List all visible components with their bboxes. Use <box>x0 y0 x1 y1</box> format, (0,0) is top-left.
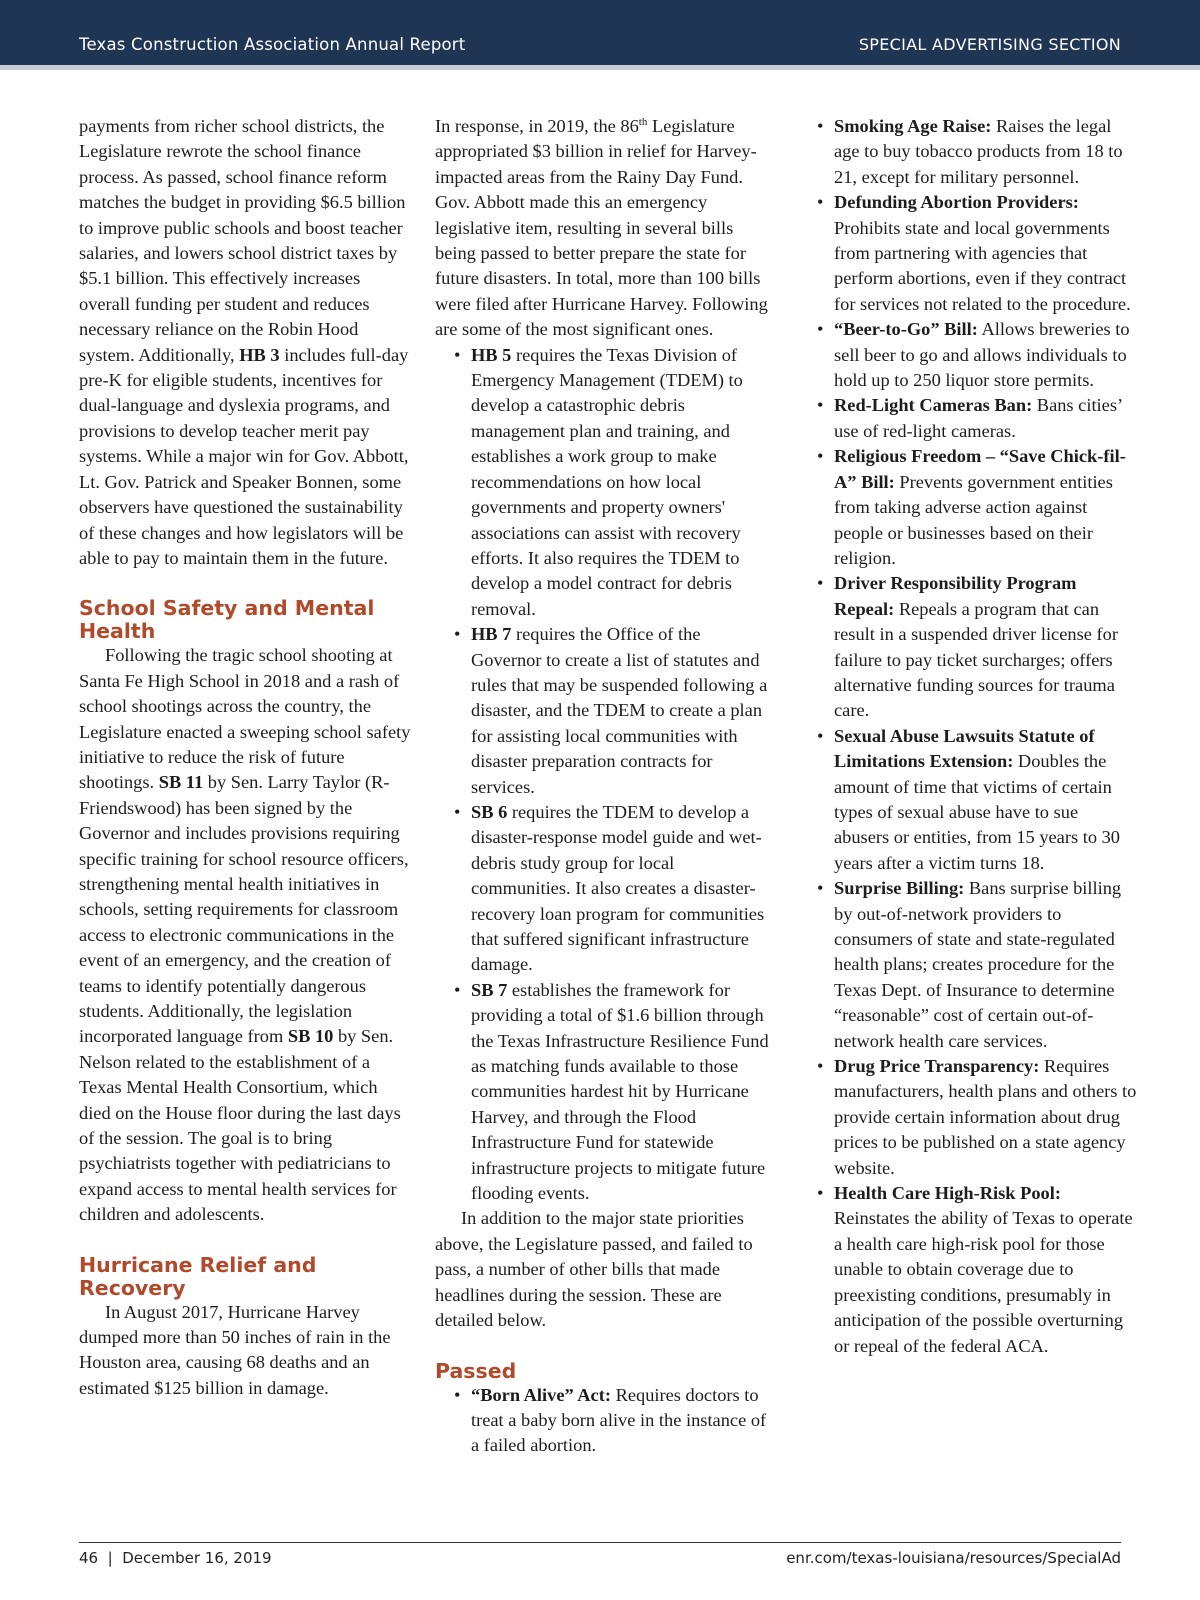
list-item <box>817 724 1137 876</box>
list-item <box>817 876 1137 1054</box>
bill-name: Sexual Abuse Lawsuits Statute of Limitations Extension: <box>834 725 1095 772</box>
column-1 <box>79 114 411 1401</box>
column-2 <box>435 114 771 1459</box>
text: includes full-day pre-K for eligible students, incentives for dual-language and dyslexia programs, and provisions to develop teacher merit pay systems. While a major win for Gov. Abbott, Lt. Gov. Patrick and Speaker Bonnen, some observers have questioned the sustainability of these changes and how legislators will be able to pay to maintain them in the future. <box>79 344 409 568</box>
list-item <box>817 444 1137 571</box>
bill-name: “Born Alive” Act: <box>471 1384 611 1405</box>
footer-rule <box>79 1542 1121 1543</box>
text: Bans cities’ use of red-light cameras. <box>834 395 1122 441</box>
text: Prevents government entities from taking adverse action against people or businesses based on their religion. <box>834 471 1113 568</box>
text: In response, in 2019, the 86 <box>435 116 639 136</box>
paragraph-school-safety <box>79 643 411 1227</box>
heading-passed: Passed <box>435 1358 517 1383</box>
list-item <box>454 343 771 622</box>
bill-name: Health Care High-Risk Pool: <box>834 1183 1061 1204</box>
bill-name: Red-Light Cameras Ban: <box>834 395 1033 416</box>
text: Bans surprise billing by out-of-network providers to consumers of state and state-regulated health plans; creates procedure for the Texas Dept. of Insurance to determine “reasonable” cost of certain out-of-network health care services. <box>834 878 1122 1051</box>
superscript: th <box>638 115 648 128</box>
bill-name: HB 5 <box>471 344 512 365</box>
paragraph-school-finance <box>79 114 411 571</box>
bill-name: HB 7 <box>471 624 512 645</box>
bill-name: SB 7 <box>471 979 508 1000</box>
text: Repeals a program that can result in a suspended driver license for failure to pay ticket surcharges; offers alternative funding sources for trauma care. <box>834 598 1118 721</box>
bill-name: SB 6 <box>471 801 508 822</box>
text: requires the Office of the Governor to create a list of statutes and rules that may be suspended following a disaster, and the TDEM to create a plan for assisting local communities with disaster preparation contracts for services. <box>471 624 768 797</box>
bill-name: Surprise Billing: <box>834 878 965 899</box>
separator: | <box>107 1549 113 1567</box>
text: payments from richer school districts, the Legislature rewrote the school finance process. As passed, school finance reform matches the budget in providing $6.5 billion to improve public schools and boost teacher salaries, and lowers school district taxes by $5.1 billion. This effectively increases overall funding per student and reduces necessary reliance on the Robin Hood system. Additionally, <box>79 116 406 365</box>
heading-school-safety: School Safety and Mental Health <box>79 596 375 644</box>
bill-name: Defunding Abortion Providers: <box>834 192 1079 213</box>
text: by Sen. Larry Taylor (R-Friendswood) has been signed by the Governor and includes provisions requiring specific training for school resource officers, strengthening mental health initiatives in schools, setting requirements for classroom access to electronic communications in the event of an emergency, and the creation of teams to identify potentially dangerous students. Additionally, the legislation incorporated language from <box>79 772 409 1047</box>
list-item <box>817 190 1137 317</box>
paragraph-response <box>435 114 771 343</box>
text: Raises the legal age to buy tobacco products from 18 to 21, except for military personnel. <box>834 116 1123 187</box>
passed-list-continued <box>817 114 1137 1359</box>
text: Prohibits state and local governments from partnering with agencies that perform abortions, even if they contract for services not related to the procedure. <box>834 217 1131 314</box>
column-3 <box>817 114 1137 1359</box>
header-stripe <box>0 65 1200 70</box>
text: Allows breweries to sell beer to go and allows individuals to hold up to 250 liquor store permits. <box>834 319 1130 391</box>
section-label: SPECIAL ADVERTISING SECTION <box>858 35 1121 54</box>
list-item <box>454 1383 771 1459</box>
paragraph-other-bills: In addition to the major state priorities above, the Legislature passed, and failed to pass, a number of other bills that made headlines during the session. These are detailed below. <box>435 1208 753 1331</box>
bill-name: Drug Price Transparency: <box>834 1056 1040 1077</box>
bill-name: Driver Responsibility Program Repeal: <box>834 573 1077 619</box>
text: Legislature appropriated $3 billion in relief for Harvey-impacted areas from the Rainy Day Fund. Gov. Abbott made this an emergency legislative item, resulting in several bills being passed to better prepare the state for future disasters. In total, more than 100 bills were filed after Hurricane Harvey. Following are some of the most significant ones. <box>435 116 768 340</box>
list-item <box>817 1181 1137 1359</box>
text: Reinstates the ability of Texas to operate a health care high-risk pool for those unable to obtain coverage due to preexisting conditions, presumably in anticipation of the possible overturning or repeal of the federal ACA. <box>834 1208 1133 1356</box>
text: Requires doctors to treat a baby born alive in the instance of a failed abortion. <box>471 1384 767 1456</box>
issue-date: December 16, 2019 <box>122 1549 272 1567</box>
list-item <box>454 978 771 1207</box>
publication-title: Texas Construction Association Annual Report <box>79 35 466 54</box>
list-item <box>817 393 1137 444</box>
text: Doubles the amount of time that victims of certain types of sexual abuse have to sue abusers or entities, from 15 years to 30 years after a victim turns 18. <box>834 751 1121 873</box>
text: Requires manufacturers, health plans and others to provide certain information about drug prices to be published on a state agency website. <box>834 1056 1137 1178</box>
page-number: 46 <box>79 1549 99 1567</box>
text: establishes the framework for providing a total of $1.6 billion through the Texas Infrastructure Resilience Fund as matching funds available to those communities hardest hit by Hurricane Harvey, and through the Flood Infrastructure Fund for statewide infrastructure projects to mitigate future flooding events. <box>471 979 769 1204</box>
header-bar <box>0 0 1200 65</box>
bill-name: Smoking Age Raise: <box>834 116 992 136</box>
text: Following the tragic school shooting at Santa Fe High School in 2018 and a rash of school shootings across the country, the Legislature enacted a sweeping school safety initiative to reduce the risk of future shootings. <box>79 645 411 793</box>
passed-list <box>454 1383 771 1459</box>
footer-url[interactable]: enr.com/texas-louisiana/resources/SpecialAd <box>786 1549 1121 1567</box>
text: requires the Texas Division of Emergency Management (TDEM) to develop a catastrophic debris management plan and training, and establishes a work group to make recommendations on how local governments and property owners' associations can assist with recovery efforts. It also requires the TDEM to develop a model contract for debris removal. <box>471 344 743 619</box>
bill-sb11: SB 11 <box>158 772 204 793</box>
footer-page-info <box>79 1549 272 1567</box>
bill-name: “Beer-to-Go” Bill: <box>834 319 978 340</box>
bill-name: Religious Freedom – “Save Chick-fil-A” Bill: <box>834 446 1126 492</box>
bill-hb3: HB 3 <box>239 344 280 365</box>
list-item <box>817 571 1137 723</box>
paragraph-hurricane: In August 2017, Hurricane Harvey dumped more than 50 inches of rain in the Houston area, causing 68 deaths and an estimated $125 billion in damage. <box>79 1301 391 1398</box>
heading-hurricane-relief: Hurricane Relief and Recovery <box>79 1252 317 1300</box>
bill-sb10: SB 10 <box>287 1026 334 1047</box>
harvey-bills-list <box>454 343 771 1207</box>
list-item <box>817 1054 1137 1181</box>
list-item <box>454 800 771 978</box>
list-item <box>454 622 771 800</box>
list-item <box>817 114 1137 190</box>
text: by Sen. Nelson related to the establishment of a Texas Mental Health Consortium, which died on the House floor during the last days of the session. The goal is to bring psychiatrists together with pediatricians to expand access to mental health services for children and adolescents. <box>79 1026 401 1225</box>
text: requires the TDEM to develop a disaster-response model guide and wet-debris study group for local communities. It also creates a disaster-recovery loan program for communities that suffered significant infrastructure damage. <box>471 801 765 975</box>
list-item <box>817 317 1137 393</box>
